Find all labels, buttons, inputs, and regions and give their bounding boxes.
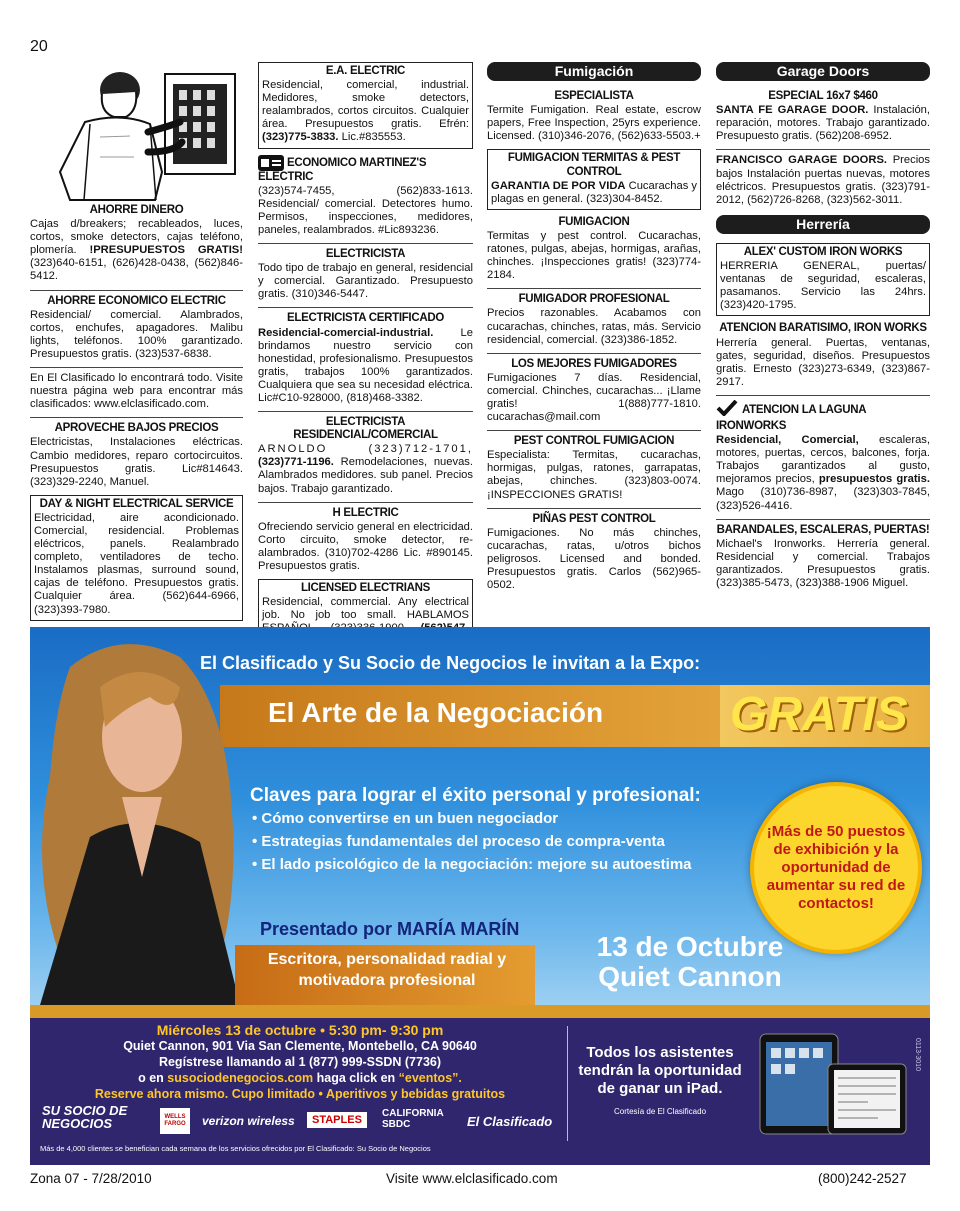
banner-title: El Arte de la Negociación [268, 697, 604, 728]
sponsor-logos [42, 1104, 562, 1138]
ad-body: Le brindamos nuestro servicio con honestidad, profesionalismo. Presupuestos gratis, trabajos 100% garantizados. Cualquiera que sea su necesidad eléctrica. Lic#C10-928000, (818)468-3382. [258, 326, 473, 404]
event-when: Miércoles 13 de octubre • 5:30 pm- 9:30 pm [156, 1022, 444, 1038]
plug-icon [258, 155, 284, 171]
banner-date-block [560, 932, 820, 992]
ad-body: Precios bajos Instalación puertas nuevas, motores eléctricos. Presupuestos gratis. (323)791-2012, (562)726-8268, (323)562-3011. [716, 154, 930, 206]
presenter-photo [30, 627, 260, 1005]
ad-body: Remodelaciones, nuevas. Alambrados medidores. sub panel. Precios bajos. Trabajo garantizado. [258, 456, 474, 495]
page-number: 20 [30, 38, 48, 55]
ad-title: LICENSED ELECTRIANS [300, 582, 431, 595]
presenter-name: MARÍA MARÍN [397, 919, 520, 939]
ad-title: H ELECTRIC [332, 506, 399, 519]
ad-body: escaleras, motores, puertas, cercos, balcones, forja. Trabajos garantizados al gusto, mejoramos precios, [716, 434, 930, 486]
banner-fine-print: Más de 4,000 clientes se benefician cada semana de los servicios ofrecidos por El Clasificado: Su Socio de Negocios [40, 1144, 431, 1153]
ad-title: ELECTRICISTA RESIDENCIAL/COMERCIAL [293, 416, 438, 442]
section-header-fumigacion: Fumigación [487, 62, 701, 81]
ad-ahorre-dinero [30, 204, 243, 284]
ad-bold: Residencial-comercial-industrial. [258, 326, 434, 339]
checkmark-icon [716, 400, 738, 420]
section-header-garage-doors: Garage Doors [716, 62, 930, 81]
event-web-line [40, 1070, 560, 1086]
presented-label: Presentado por [260, 919, 393, 939]
ipad-promo: Todos los asistentes tendrán la oportunidad de ganar un iPad. [578, 1044, 742, 1097]
ad-phones: Mago (310)736-8987, (323)303-7845, (323)526-4416. [716, 486, 930, 512]
ad-martinez [258, 155, 473, 237]
ad-bold: !PRESUPUESTOS GRATIS! [89, 244, 243, 257]
footer-website: Visite www.elclasificado.com [386, 1171, 558, 1186]
banner-presented [260, 919, 519, 940]
banner-writer: Escritora, personalidad radial y motivadora profesional [267, 951, 507, 989]
ad-residencial-comercial [258, 411, 473, 496]
ad-title: PIÑAS PEST CONTROL [532, 512, 656, 525]
logo-el-clasificado: El Clasificado [467, 1114, 553, 1129]
ad-body: Termite Fumigation. Real estate, escrow papers, Free Inspection, 25yrs experience. Licensed. (310)346-2076, (562)633-5503.+ [487, 104, 701, 143]
ad-ea-electric [258, 62, 473, 149]
ad-license: Lic.#835553. [341, 131, 406, 144]
event-address: Quiet Cannon, 901 Via San Clemente, Montebello, CA 90640 [123, 1039, 477, 1053]
ad-body: (323)574-7455, (562)833-1613. Residencial/ comercial. Detectores humo. Permisos, inspecciones, medidores, paneles, realambrados. #Lic893236. [258, 184, 473, 236]
event-register: Regístrese llamando al 1 (877) 999-SSDN (7736) [158, 1055, 442, 1069]
logo-su-socio: SU SOCIO DE NEGOCIOS [42, 1103, 128, 1131]
ad-bold: Residencial, Comercial, [716, 434, 859, 447]
ad-mejores-fumigadores [487, 353, 701, 424]
ad-body: Precios razonables. Acabamos con cucarachas, chinches, ratas, más. Servicio residencial, comercial. (323)386-1852. [487, 307, 701, 346]
ad-francisco [716, 149, 930, 206]
footer-zone-date: Zona 07 - 7/28/2010 [30, 1171, 152, 1186]
column-2 [258, 62, 473, 659]
electrician-illustration [30, 62, 243, 202]
ad-barandales [716, 519, 930, 590]
ad-title: ECONOMICO MARTINEZ'S ELECTRIC [258, 156, 427, 183]
ad-aproveche [30, 417, 243, 488]
ad-body: Ofreciendo servicio general en electricidad. Corto circuito, smoke detector, re-alambrados. (310)702-4286 Lic. #890145. Presupuestos gratis. [258, 520, 473, 572]
ad-body: Todo tipo de trabajo en general, residencial y comercial. Garantizado. Presupuesto gratis. (310)346-5447. [258, 262, 473, 301]
ad-bold: (323)775-3833. [262, 131, 339, 144]
ad-pest-control [487, 430, 701, 501]
ad-title: ELECTRICISTA CERTIFICADO [287, 312, 444, 325]
web-mid: haga click en [316, 1071, 396, 1085]
ad-title: BARANDALES, ESCALERAS, PUERTAS! [716, 523, 930, 536]
ad-body: Residencial, commercial. Any electrical job. No job too small. HABLAMOS [262, 596, 469, 622]
ad-body: Cucarachas y plagas en general. (323)304-8452. [491, 179, 698, 205]
ad-body: Electricidad, aire acondicionado. Comercial, residencial. Problemas eléctricos, panels. Realambrado completo, ventiladores de techo. Instalamos plasmas, surround sound, cajas de teléfono. Presupuestos gratis. Cualquier área. (562)644-6966, (323)393-7980. [34, 511, 239, 616]
ad-baratisimo [716, 322, 930, 388]
ad-body: Residencial/ comercial. Alambrados, cortos, enchufes, apagadores. Malibu lights, teléfonos. 100% garantizado. Presupuestos gratis. (323)537-6838. [30, 308, 243, 360]
banner-keys-heading: Claves para lograr el éxito personal y profesional: [250, 785, 701, 806]
logo-sbdc: CALIFORNIA SBDC [382, 1108, 444, 1130]
ad-phones: (323)640-6151, (626)428-0438, (562)846-5412. [30, 257, 243, 283]
ad-lead: ARNOLDO (323)712-1701, [258, 443, 473, 456]
ad-title: DAY & NIGHT ELECTRICAL SERVICE [39, 497, 234, 510]
ad-title: APROVECHE BAJOS PRECIOS [54, 422, 219, 435]
column-3 [487, 62, 701, 598]
ad-body: HERRERIA GENERAL, puertas/ ventanas de seguridad, escaleras, pasamanos. Servicio las 24hrs. (323)420-1795. [720, 260, 926, 312]
banner-bullet-3: • El lado psicológico de la negociación: mejore su autoestima [252, 856, 692, 873]
logo-staples: STAPLES [307, 1112, 367, 1128]
ad-body: Fumigaciones 7 días. Residencial, comercial. Chinches, cucarachas... ¡Llame gratis! 1(888)777-1810. cucarachas@mail.com [487, 371, 701, 424]
banner-gratis: GRATIS [730, 688, 908, 741]
ad-title: E.A. ELECTRIC [325, 65, 406, 77]
ad-title: AHORRE DINERO [89, 204, 184, 216]
banner-venue: Quiet Cannon [598, 961, 782, 992]
event-details [40, 1022, 560, 1102]
ipad-image [758, 1032, 908, 1142]
ad-especial-garage [716, 90, 930, 143]
column-4 [716, 62, 930, 596]
gold-divider [30, 1005, 930, 1018]
ad-electricista [258, 243, 473, 301]
ad-h-electric [258, 502, 473, 573]
ad-title: ESPECIAL 16x7 $460 [768, 90, 878, 103]
ad-termitas [487, 149, 701, 209]
banner-bullet-1: • Cómo convertirse en un buen negociador [252, 810, 559, 827]
ad-body: Instalación, reparación, motores. Trabajo garantizado. Presupuesto gratis. (562)208-6952. [716, 104, 930, 143]
ad-bold: (323)771-1196. [258, 456, 334, 469]
ad-title: PEST CONTROL FUMIGACION [513, 435, 675, 448]
ad-body: En El Clasificado lo encontrará todo. Visite nuestra página web para encontrar más clasificados: www.elclasificado.com. [30, 372, 243, 411]
eventos-link: “eventos”. [398, 1071, 462, 1085]
section-header-herreria: Herrería [716, 215, 930, 234]
banner-invite: El Clasificado y Su Socio de Negocios le invitan a la Expo: [200, 653, 701, 673]
ad-body: Residencial, comercial, industrial. Medidores, smoke detectors, realambrados, cortos circuitos. Cualquier área. Presupuestos gratis. Efrén: [262, 79, 469, 131]
ad-title: FUMIGACION [558, 215, 630, 228]
ad-body: Fumigaciones. No más chinches, cucarachas, ratas, u/otros bichos peligrosos. Licensed and bonded. Presupuestos gratis. Carlos (562)965-0502. [487, 526, 701, 592]
banner-date: 13 de Octubre [596, 931, 784, 962]
ad-body: Electricistas, Instalaciones eléctricas. Cambio medidores, reparo cortocircuitos. Presupuestos gratis. Lic#814643. (323)329-2240, Manuel. [30, 436, 243, 488]
ad-title: LOS MEJORES FUMIGADORES [511, 357, 677, 370]
ad-body: Michael's Ironworks. Herrería general. Residencial y comercial. Trabajos garantizados. Presupuestos gratis. (323)385-5473, (323)388-1906 Miguel. [716, 537, 930, 589]
ad-title: ATENCION LA LAGUNA IRONWORKS [716, 403, 866, 432]
ad-bold: SANTA FE GARAGE DOOR. [716, 104, 869, 117]
ad-bold: FRANCISCO GARAGE DOORS. [716, 154, 888, 167]
ad-title: FUMIGADOR PROFESIONAL [518, 293, 670, 306]
ad-title: AHORRE ECONOMICO ELECTRIC [47, 294, 226, 307]
ad-body: Cajas d/breakers; recableados, luces, cortos, smoke detectors, cajas teléfono, plomería. [30, 218, 243, 257]
expo-banner [30, 627, 930, 1165]
ad-certificado [258, 307, 473, 405]
ad-pinas [487, 508, 701, 593]
ad-body: Especialista: Termitas, cucarachas, hormigas, pulgas, ratones, garrapatas, abejas, chinches. (323)803-0074. ¡INSPECCIONES GRATIS! [487, 449, 701, 501]
ad-bold: GARANTIA DE POR VIDA [491, 179, 626, 192]
ad-ahorre-economico [30, 290, 243, 361]
exhibition-circle: ¡Más de 50 puestos de exhibición y la oportunidad de aumentar su red de contactos! [750, 782, 922, 954]
ad-body: Herrería general. Puertas, ventanas, gates, seguridad, diseños. Presupuestos gratis. Ernesto (323)273-6349, (323)867-2917. [716, 336, 930, 388]
ad-title: ALEX' CUSTOM IRON WORKS [743, 245, 903, 258]
ad-laguna [716, 395, 930, 513]
event-reserve: Reserve ahora mismo. Cupo limitado • Aperitivos y bebidas gratuitos [94, 1087, 506, 1101]
web-pre: o en [138, 1071, 164, 1085]
ad-body: Termitas y pest control. Cucarachas, ratones, pulgas, abejas, hormigas, arañas, chinches. ¡Inspecciones gratis! (323)774-2184. [487, 229, 701, 282]
ad-title: FUMIGACION TERMITAS & PEST CONTROL [507, 152, 681, 178]
ad-alex [716, 243, 930, 316]
ad-especialista [487, 90, 701, 143]
web-link[interactable]: susociodenegocios.com [167, 1071, 314, 1085]
ipad-cortesia: Cortesía de El Clasificado [613, 1107, 707, 1116]
vertical-divider [567, 1026, 568, 1141]
ad-day-night [30, 495, 243, 621]
ad-bold-2: presupuestos gratis. [818, 473, 930, 486]
banner-bullet-2: • Estrategias fundamentales del proceso de compra-venta [252, 833, 665, 850]
ad-code: 0113-3010 [914, 1038, 921, 1071]
ad-title: ESPECIALISTA [554, 90, 634, 103]
ad-title: ATENCION BARATISIMO, IRON WORKS [719, 322, 927, 335]
banner-info-panel [30, 1018, 930, 1165]
ad-title-row [716, 400, 930, 433]
ad-title: ELECTRICISTA [325, 248, 406, 261]
logo-wells-fargo: WELLS FARGO [160, 1108, 190, 1134]
footer-phone: (800)242-2527 [818, 1171, 907, 1186]
ad-fumigacion [487, 216, 701, 282]
logo-verizon: verizon wireless [202, 1114, 295, 1128]
ad-web-notice [30, 367, 243, 411]
ad-fumigador-profesional [487, 288, 701, 346]
ad-title-row [258, 155, 473, 184]
column-1 [30, 62, 243, 672]
